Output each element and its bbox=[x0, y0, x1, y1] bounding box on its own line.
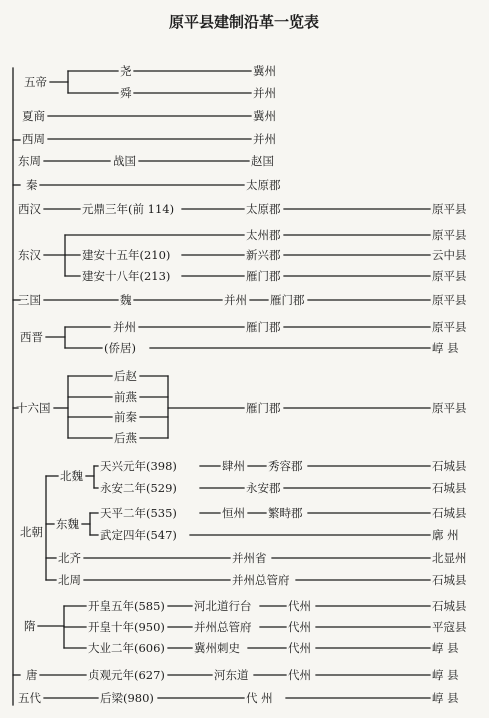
label-daye: 大业二年(606) bbox=[88, 641, 165, 655]
label-bingzhou-4: 并州 bbox=[113, 320, 136, 334]
era-xizhou: 西周 bbox=[22, 132, 45, 146]
label-shichengxian-2: 石城县 bbox=[432, 481, 467, 495]
label-bingzhouzongguanfu: 并州总管府 bbox=[232, 573, 290, 587]
label-yanmenjun-3: 雁门郡 bbox=[246, 320, 281, 334]
label-tianping: 天平二年(535) bbox=[100, 506, 177, 520]
label-taizhoujun: 太州郡 bbox=[246, 228, 281, 242]
label-zhenguan: 贞观元年(627) bbox=[88, 668, 165, 682]
label-bingzhou: 并州 bbox=[253, 86, 276, 100]
label-shichengxian: 石城县 bbox=[432, 459, 467, 473]
label-guoxian: 崞 县 bbox=[432, 341, 459, 355]
label-shichengxian-3: 石城县 bbox=[432, 506, 467, 520]
label-daizhou-4: 代州 bbox=[288, 668, 311, 682]
era-tang: 唐 bbox=[26, 668, 38, 682]
label-yao: 尧 bbox=[120, 64, 132, 78]
page-title: 原平县建制沿革一览表 bbox=[168, 13, 320, 31]
label-yonganjun: 永安郡 bbox=[246, 481, 281, 495]
label-wuding: 武定四年(547) bbox=[100, 528, 177, 542]
label-bingzhou-2: 并州 bbox=[253, 132, 276, 146]
label-guoxian-4: 崞 县 bbox=[432, 691, 459, 705]
label-beizhou: 北周 bbox=[58, 573, 81, 587]
era-sanguo: 三国 bbox=[18, 293, 41, 307]
label-bingzhou-3: 并州 bbox=[224, 293, 247, 307]
label-kaihuang10: 开皇十年(950) bbox=[88, 620, 165, 634]
label-houliang: 后梁(980) bbox=[100, 691, 154, 705]
era-shiliuguo: 十六国 bbox=[16, 401, 51, 415]
label-yuanpingxian-5: 原平县 bbox=[432, 320, 467, 334]
label-houzhao: 后赵 bbox=[114, 369, 137, 383]
label-jizhou: 冀州 bbox=[253, 64, 276, 78]
label-shichengxian-5: 石城县 bbox=[432, 599, 467, 613]
label-dongwei: 东魏 bbox=[56, 517, 79, 531]
label-yanmenjun-4: 雁门郡 bbox=[246, 401, 281, 415]
label-qianqin: 前秦 bbox=[114, 410, 137, 424]
era-donghan: 东汉 bbox=[18, 248, 41, 262]
label-shun: 舜 bbox=[120, 86, 132, 100]
label-xiurongjun: 秀容郡 bbox=[268, 459, 303, 473]
label-yuanpingxian-4: 原平县 bbox=[432, 293, 467, 307]
label-guoxian-2: 崞 县 bbox=[432, 641, 459, 655]
label-qiaoju: (侨居) bbox=[104, 341, 136, 355]
label-jizhou-2: 冀州 bbox=[253, 109, 276, 123]
label-hengzhou: 恒州 bbox=[222, 506, 245, 520]
label-taiyuanjun-2: 太原郡 bbox=[246, 202, 281, 216]
label-bingzhouzongguanfu-2: 并州总管府 bbox=[194, 620, 252, 634]
era-beichao: 北朝 bbox=[20, 525, 43, 539]
era-sui: 隋 bbox=[24, 619, 36, 633]
label-jizhoucishi: 冀州刺史 bbox=[194, 641, 240, 655]
label-langzhou: 廓 州 bbox=[432, 528, 459, 542]
label-yunzhongxian: 云中县 bbox=[432, 248, 467, 262]
label-guoxian-3: 崞 县 bbox=[432, 668, 459, 682]
label-houyan: 后燕 bbox=[114, 431, 137, 445]
label-yanmenjun-2: 雁门郡 bbox=[270, 293, 305, 307]
label-xinxingjun: 新兴郡 bbox=[246, 248, 281, 262]
label-hebeidaoxingtai: 河北道行台 bbox=[194, 599, 252, 613]
label-beiqi: 北齐 bbox=[58, 551, 81, 565]
label-sizhou: 肆州 bbox=[222, 459, 245, 473]
label-kaihuang5: 开皇五年(585) bbox=[88, 599, 165, 613]
label-daizhou-2: 代州 bbox=[288, 620, 311, 634]
label-yongan: 永安二年(529) bbox=[100, 481, 177, 495]
label-daizhou-5: 代 州 bbox=[246, 691, 273, 705]
era-xihan: 西汉 bbox=[18, 202, 41, 216]
era-wudai: 五代 bbox=[18, 691, 41, 705]
label-zhaoguo: 赵国 bbox=[251, 154, 274, 168]
label-daizhou-3: 代州 bbox=[288, 641, 311, 655]
label-zhanguo: 战国 bbox=[113, 154, 136, 168]
label-beixianzhou: 北显州 bbox=[432, 551, 467, 565]
label-shichengxian-4: 石城县 bbox=[432, 573, 467, 587]
era-xijin: 西晋 bbox=[20, 330, 43, 344]
label-daizhou: 代州 bbox=[288, 599, 311, 613]
label-taiyuanjun: 太原郡 bbox=[246, 178, 281, 192]
label-wei: 魏 bbox=[120, 293, 132, 307]
era-dongzhou: 东周 bbox=[18, 154, 41, 168]
era-wudi: 五帝 bbox=[24, 75, 47, 89]
label-tianxing: 天兴元年(398) bbox=[100, 459, 177, 473]
era-qin: 秦 bbox=[26, 178, 38, 192]
label-jianan18: 建安十八年(213) bbox=[82, 269, 171, 283]
label-fanzhijun: 繁畤郡 bbox=[268, 506, 303, 520]
label-yuanpingxian-3: 原平县 bbox=[432, 269, 467, 283]
label-jianan15: 建安十五年(210) bbox=[82, 248, 171, 262]
label-qianyan: 前燕 bbox=[114, 390, 137, 404]
era-xiashang: 夏商 bbox=[22, 109, 45, 123]
label-beiwei: 北魏 bbox=[60, 469, 83, 483]
label-yuanpingxian-6: 原平县 bbox=[432, 401, 467, 415]
label-bingzhousheng: 并州省 bbox=[232, 551, 267, 565]
label-yuanding: 元鼎三年(前 114) bbox=[82, 202, 175, 216]
label-yanmenjun: 雁门郡 bbox=[246, 269, 281, 283]
label-yuanpingxian: 原平县 bbox=[432, 202, 467, 216]
label-yuanpingxian-2: 原平县 bbox=[432, 228, 467, 242]
label-hedongdao: 河东道 bbox=[214, 668, 249, 682]
label-pingkouxian: 平寇县 bbox=[432, 620, 467, 634]
